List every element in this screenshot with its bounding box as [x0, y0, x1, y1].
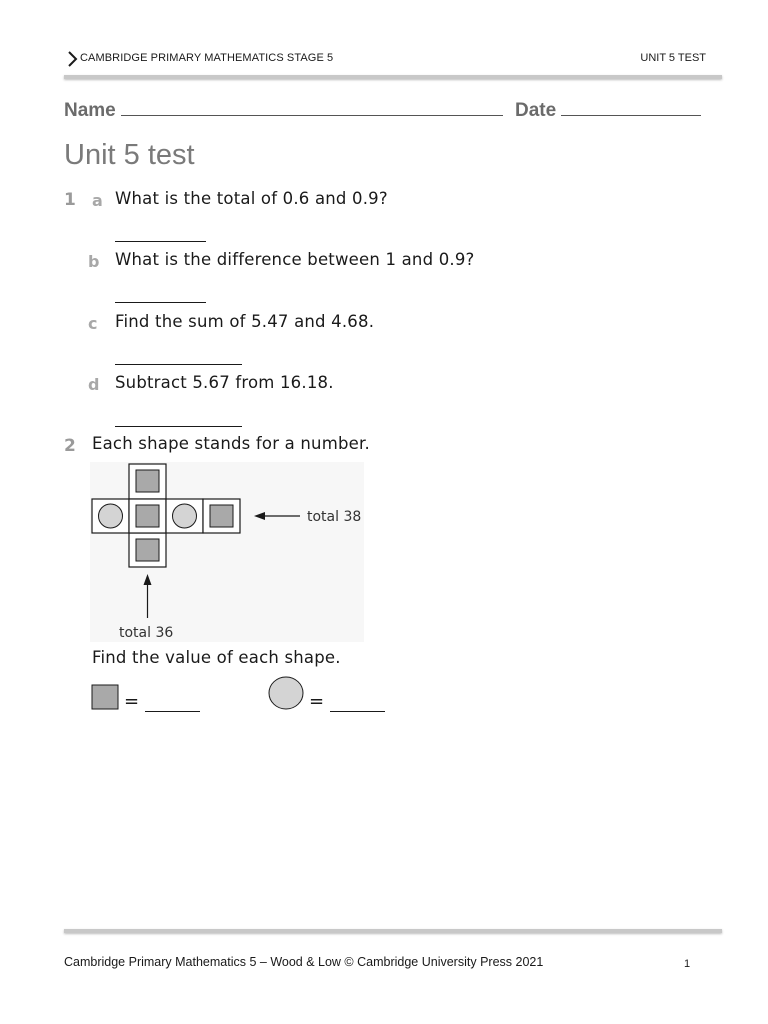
circle-shape — [99, 504, 123, 528]
column-total-label: total 36 — [119, 625, 174, 641]
shape-cross-diagram — [90, 462, 364, 642]
question-2-text: Each shape stands for a number. — [92, 434, 370, 453]
question-2-number: 2 — [64, 436, 76, 456]
square-shape — [136, 539, 159, 561]
square-equals: = — [124, 691, 140, 712]
circle-shape-icon — [267, 676, 305, 712]
answer-line-square[interactable] — [145, 711, 200, 712]
footer-rule — [64, 929, 722, 933]
date-line[interactable] — [561, 99, 701, 116]
date-label: Date — [515, 100, 557, 121]
question-1b-text: What is the difference between 1 and 0.9? — [115, 250, 475, 269]
date-field[interactable] — [515, 99, 701, 122]
answer-line-1b[interactable] — [115, 302, 206, 303]
question-1d-text: Subtract 5.67 from 16.18. — [115, 373, 334, 392]
question-1c-letter: c — [88, 314, 98, 333]
question-1c-text: Find the sum of 5.47 and 4.68. — [115, 312, 375, 331]
circle-equals: = — [309, 691, 325, 712]
square-shape — [136, 505, 159, 527]
question-1a-text: What is the total of 0.6 and 0.9? — [115, 189, 388, 208]
question-2-instruction: Find the value of each shape. — [92, 648, 341, 667]
name-line[interactable] — [121, 99, 503, 116]
header-series: CAMBRIDGE PRIMARY MATHEMATICS STAGE 5 — [80, 52, 334, 64]
answer-line-circle[interactable] — [330, 711, 385, 712]
answer-line-1a[interactable] — [115, 241, 206, 242]
square-shape-icon — [91, 684, 119, 710]
header-rule — [64, 75, 722, 79]
footer-credit: Cambridge Primary Mathematics 5 – Wood & Low © Cambridge University Press 2021 — [64, 955, 544, 969]
answer-line-1c[interactable] — [115, 364, 242, 365]
question-1d-letter: d — [88, 375, 100, 394]
question-1-number: 1 — [64, 190, 76, 210]
square-shape — [136, 470, 159, 492]
answer-line-1d[interactable] — [115, 426, 242, 427]
page-number: 1 — [684, 958, 691, 970]
question-1b-letter: b — [88, 252, 100, 271]
row-total-label: total 38 — [307, 509, 362, 525]
name-label: Name — [64, 100, 116, 121]
chevron-right-icon — [66, 50, 78, 68]
question-1a-letter: a — [92, 191, 103, 210]
circle-shape — [173, 504, 197, 528]
header-unit: UNIT 5 TEST — [640, 52, 706, 64]
name-field[interactable] — [64, 99, 503, 122]
square-shape — [210, 505, 233, 527]
page-title: Unit 5 test — [64, 139, 195, 171]
